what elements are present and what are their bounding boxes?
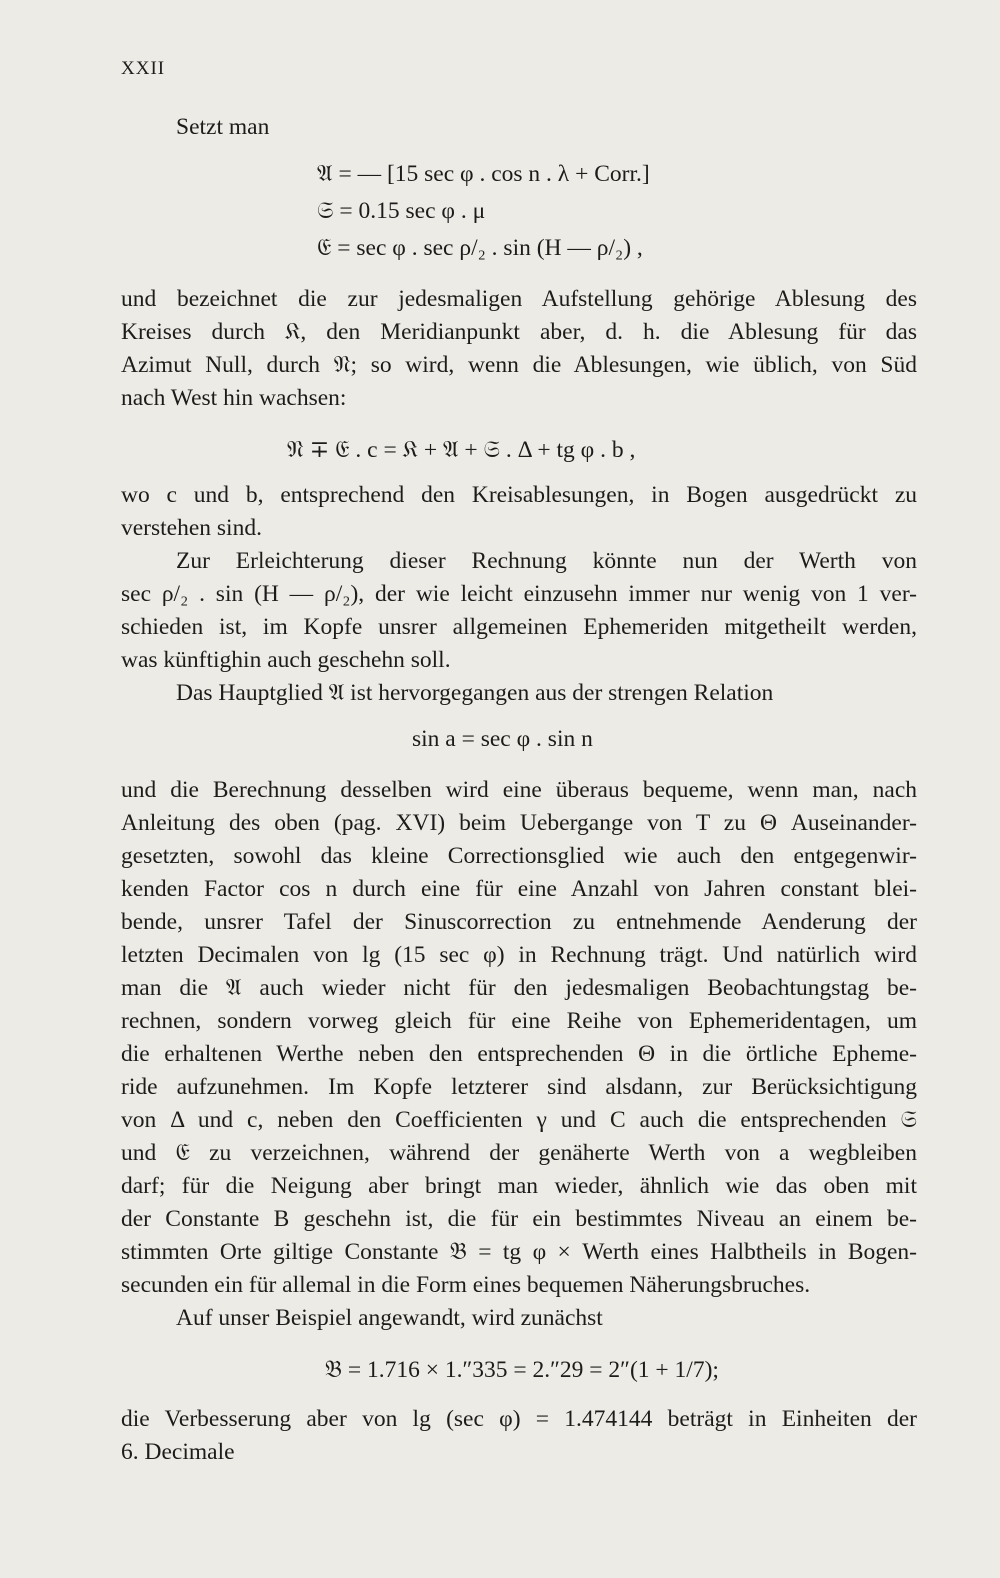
paragraph-line: Azimut Null, durch 𝔑; so wird, wenn die Ablesungen, wie üblich, von Süd (121, 352, 917, 378)
formula-example: 𝔅 = 1.716 × 1.″335 = 2.″29 = 2″(1 + 1/7); (325, 1357, 719, 1383)
paragraph-line: die erhaltenen Werthe neben den entsprechenden Θ in die örtliche Epheme- (121, 1041, 917, 1067)
paragraph-line: schieden ist, im Kopfe unsrer allgemeinen Ephemeriden mitgetheilt werden, (121, 614, 917, 640)
paragraph-line: die Verbesserung aber von lg (sec φ) = 1.474144 beträgt in Einheiten der (121, 1406, 917, 1432)
paragraph-line: Anleitung des oben (pag. XVI) beim Uebergange von T zu Θ Auseinander- (121, 810, 917, 836)
formula-relation: sin a = sec φ . sin n (412, 726, 593, 752)
formula-definition-A: 𝔄 = — [15 sec φ . cos n . λ + Corr.] (317, 161, 650, 187)
intro-text: Setzt man (176, 114, 270, 140)
formula-definition-S: 𝔖 = 0.15 sec φ . μ (317, 198, 486, 224)
paragraph-line: 6. Decimale (121, 1439, 235, 1465)
paragraph-line: gesetzten, sowohl das kleine Correctionsglied wie auch den entgegenwir- (121, 843, 917, 869)
paragraph-line: rechnen, sondern vorweg gleich für eine Reihe von Ephemeridentagen, um (121, 1008, 917, 1034)
paragraph-line: ride aufzunehmen. Im Kopfe letzterer sind alsdann, zur Berücksichtigung (121, 1074, 917, 1100)
paragraph-line: secunden ein für allemal in die Form eines bequemen Näherungsbruches. (121, 1272, 811, 1298)
paragraph-line: Auf unser Beispiel angewandt, wird zunächst (176, 1305, 603, 1331)
paragraph-line: von Δ und c, neben den Coefficienten γ und C auch die entsprechenden 𝔖 (121, 1107, 917, 1133)
paragraph-line: darf; für die Neigung aber bringt man wieder, ähnlich wie das oben mit (121, 1173, 917, 1199)
paragraph-line: sec ρ/₂ . sin (H — ρ/₂), der wie leicht einzusehn immer nur wenig von 1 ver- (121, 581, 917, 607)
paragraph-line: Kreises durch 𝔎, den Meridianpunkt aber, d. h. die Ablesung für das (121, 319, 917, 345)
paragraph-line: letzten Decimalen von lg (15 sec φ) in Rechnung trägt. Und natürlich wird (121, 942, 917, 968)
paragraph-line: und bezeichnet die zur jedesmaligen Aufstellung gehörige Ablesung des (121, 286, 917, 312)
paragraph-line: was künftighin auch geschehn soll. (121, 647, 451, 673)
paragraph-line: und 𝔈 zu verzeichnen, während der genäherte Werth von a wegbleiben (121, 1140, 917, 1166)
paragraph-line: und die Berechnung desselben wird eine überaus bequeme, wenn man, nach (121, 777, 917, 803)
formula-definition-E: 𝔈 = sec φ . sec ρ/₂ . sin (H — ρ/₂) , (317, 235, 643, 261)
paragraph-line: man die 𝔄 auch wieder nicht für den jedesmaligen Beobachtungstag be- (121, 975, 917, 1001)
paragraph-line: verstehen sind. (121, 515, 262, 541)
page-number: XXII (121, 58, 166, 79)
paragraph-line: stimmten Orte giltige Constante 𝔅 = tg φ × Werth eines Halbtheils in Bogen- (121, 1239, 917, 1265)
paragraph-line: Das Hauptglied 𝔄 ist hervorgegangen aus der strengen Relation (176, 680, 774, 706)
paragraph-line: bende, unsrer Tafel der Sinuscorrection zu entnehmende Aenderung der (121, 909, 917, 935)
paragraph-line: wo c und b, entsprechend den Kreisablesungen, in Bogen ausgedrückt zu (121, 482, 917, 508)
paragraph-line: der Constante B geschehn ist, die für ein bestimmtes Niveau an einem be- (121, 1206, 917, 1232)
paragraph-line: nach West hin wachsen: (121, 385, 347, 411)
formula-main-equation: 𝔑 ∓ 𝔈 . c = 𝔎 + 𝔄 + 𝔖 . Δ + tg φ . b , (287, 437, 636, 463)
paragraph-line: Zur Erleichterung dieser Rechnung könnte nun der Werth von (176, 548, 917, 574)
paragraph-line: kenden Factor cos n durch eine für eine Anzahl von Jahren constant blei- (121, 876, 917, 902)
